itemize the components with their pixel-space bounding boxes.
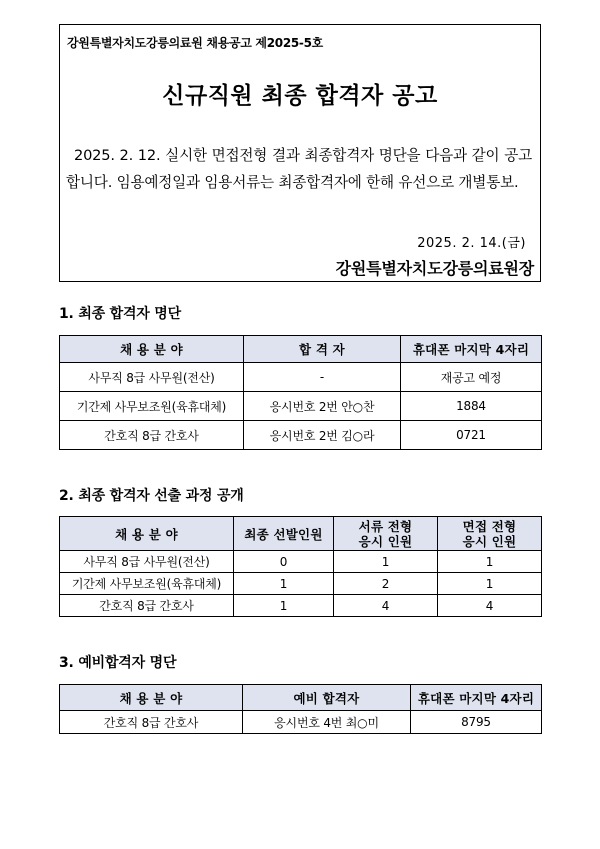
header-reserve-passer: 예비 합격자 xyxy=(243,685,411,711)
cell-document-applicants: 4 xyxy=(334,595,438,617)
header-document-applicants: 서류 전형 응시 인원 xyxy=(334,517,438,551)
header-final-selected: 최종 선발인원 xyxy=(234,517,334,551)
notice-number: 강원특별자치도강릉의료원 채용공고 제2025-5호 xyxy=(67,36,323,50)
cell-final-selected: 0 xyxy=(234,551,334,573)
notice-date: 2025. 2. 14.(금) xyxy=(417,236,526,251)
cell-reserve-passer: 응시번호 4번 최○미 xyxy=(243,711,411,734)
section3-heading: 3. 예비합격자 명단 xyxy=(59,655,177,671)
header-field: 채 용 분 야 xyxy=(60,517,234,551)
notice-issuer: 강원특별자치도강릉의료원장 xyxy=(335,259,534,278)
header-interview-applicants: 면접 전형 응시 인원 xyxy=(438,517,542,551)
cell-phone-last4: 0721 xyxy=(401,421,542,450)
cell-field: 사무직 8급 사무원(전산) xyxy=(60,363,244,392)
selection-process-table xyxy=(59,516,542,617)
cell-field: 간호직 8급 간호사 xyxy=(60,421,244,450)
cell-interview-applicants: 1 xyxy=(438,573,542,595)
cell-document-applicants: 2 xyxy=(334,573,438,595)
notice-body: 2025. 2. 12. 실시한 면접전형 결과 최종합격자 명단을 다음과 같이 공고합니다. 임용예정일과 임용서류는 최종합격자에 한해 유선으로 개별통보. xyxy=(66,147,532,191)
reserve-passers-table xyxy=(59,684,542,734)
header-passer: 합 격 자 xyxy=(244,336,401,363)
cell-final-selected: 1 xyxy=(234,595,334,617)
notice-box xyxy=(59,24,541,282)
section1-heading: 1. 최종 합격자 명단 xyxy=(59,306,181,322)
cell-passer: 응시번호 2번 안○찬 xyxy=(244,392,401,421)
cell-field: 사무직 8급 사무원(전산) xyxy=(60,551,234,573)
header-phone-last4: 휴대폰 마지막 4자리 xyxy=(401,336,542,363)
section2-heading: 2. 최종 합격자 선출 과정 공개 xyxy=(59,488,244,504)
cell-phone-last4: 8795 xyxy=(411,711,542,734)
table-row xyxy=(60,551,542,573)
cell-phone-last4: 1884 xyxy=(401,392,542,421)
table-row xyxy=(60,595,542,617)
table-row xyxy=(60,573,542,595)
cell-interview-applicants: 4 xyxy=(438,595,542,617)
final-passers-table xyxy=(59,335,542,450)
cell-field: 간호직 8급 간호사 xyxy=(60,595,234,617)
cell-document-applicants: 1 xyxy=(334,551,438,573)
cell-final-selected: 1 xyxy=(234,573,334,595)
cell-phone-last4: 재공고 예정 xyxy=(401,363,542,392)
table-row xyxy=(60,363,542,392)
cell-field: 간호직 8급 간호사 xyxy=(60,711,243,734)
notice-title: 신규직원 최종 합격자 공고 xyxy=(162,83,438,109)
cell-interview-applicants: 1 xyxy=(438,551,542,573)
cell-passer: 응시번호 2번 김○라 xyxy=(244,421,401,450)
header-field: 채 용 분 야 xyxy=(60,685,243,711)
cell-passer: - xyxy=(244,363,401,392)
table-row xyxy=(60,711,542,734)
table-row xyxy=(60,421,542,450)
cell-field: 기간제 사무보조원(육휴대체) xyxy=(60,573,234,595)
cell-field: 기간제 사무보조원(육휴대체) xyxy=(60,392,244,421)
header-phone-last4: 휴대폰 마지막 4자리 xyxy=(411,685,542,711)
table-row xyxy=(60,392,542,421)
header-field: 채 용 분 야 xyxy=(60,336,244,363)
